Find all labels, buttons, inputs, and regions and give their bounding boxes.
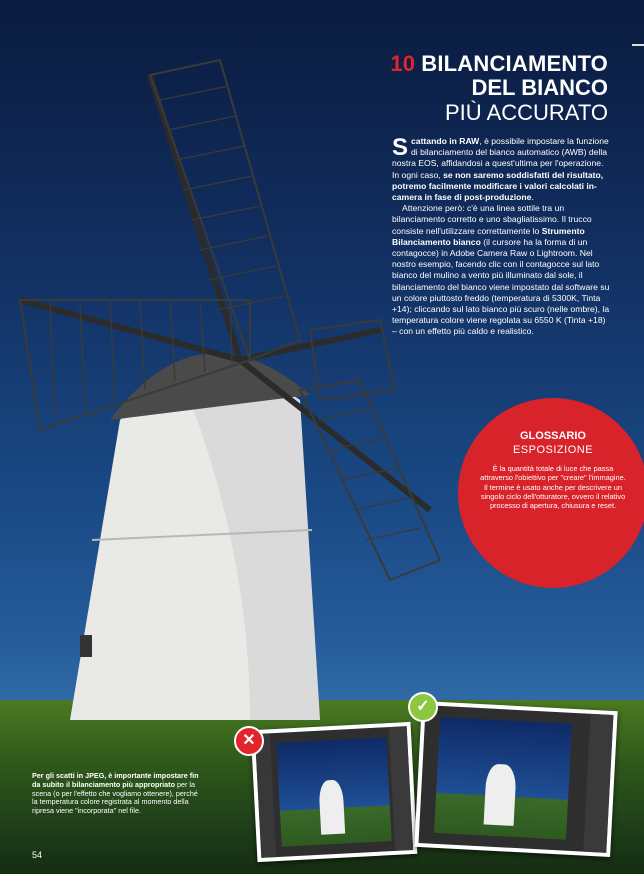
article-body: [392, 136, 610, 338]
headline-line-1: BILANCIAMENTO: [421, 51, 608, 76]
cross-icon: ✕: [234, 726, 264, 756]
screenshot-correct-balance: [414, 701, 617, 857]
page-number: 54: [32, 850, 43, 860]
glossary-circle: [458, 398, 644, 588]
body-paragraph-1: Scattando in RAW, è possibile impostare la funzione di bilanciamento del bianco automatico (AWB) della nostra EOS, affidandosi a quest'ultima per l'operazione. In ogni caso, se non saremo soddisfatti del risultato, potremo facilmente modificare i valori calcolati in-camera in fase di post-produzione.: [392, 134, 609, 203]
tip-number: 10: [390, 51, 416, 76]
headline-line-2: DEL BIANCO: [471, 75, 608, 100]
photo-caption: Per gli scatti in JPEG, è importante impostare fin da subito il bilanciamento più appropriato per la scena (o per l'effetto che vogliamo ottenere), perché la temperatura colore registrata al momento della ripresa viene "incorporata" nel file.: [32, 771, 199, 816]
windmill-window: [80, 635, 92, 657]
screenshot-wrong-balance: [251, 722, 418, 862]
glossary-definition: È la quantità totale di luce che passa attraverso l'obiettivo per "creare" l'immagine. Il termine è usato anche per descrivere un singolo ciclo dell'otturatore, ovvero il relativo processo di apertura, chiusura e reset.: [480, 464, 626, 511]
top-right-rule: [632, 44, 644, 46]
body-paragraph-2: Attenzione però: c'è una linea sottile tra un bilanciamento corretto e uno sbagliatissimo. Il trucco consiste nell'utilizzare correttamente lo Strumento Bilanciamento bianco (il cursore ha la forma di un contagocce) in Adobe Camera Raw o Lightroom. Nel nostro esempio, facendo clic con il contagocce sul lato bianco del mulino a vento più illuminato dal sole, il bilanciamento del bianco viene impostato dal software su un colore piuttosto freddo (temperatura di 5300K, Tinta +14); cliccando sul lato bianco più scuro (nelle ombre), la temperatura colore viene regolata su 6550 K (Tinta +18) – con un effetto più caldo e realistico.: [392, 203, 610, 337]
drop-cap: S: [392, 134, 409, 161]
check-icon: ✓: [408, 692, 438, 722]
article-headline: [390, 52, 608, 126]
glossary-term: ESPOSIZIONE: [512, 444, 594, 456]
headline-line-3: PIÙ ACCURATO: [445, 100, 608, 125]
glossary-title: GLOSSARIO: [519, 430, 586, 442]
